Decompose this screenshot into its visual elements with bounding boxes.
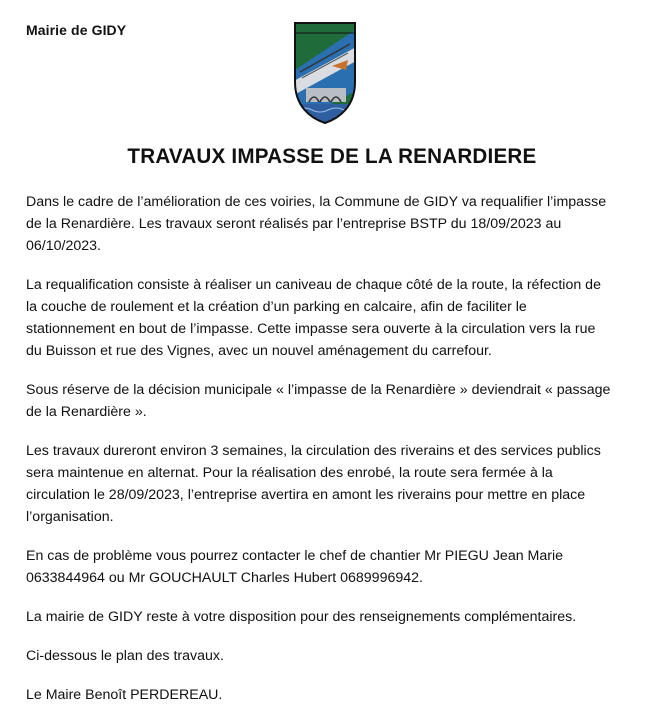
paragraph-works-dates (26, 191, 646, 257)
text-line: du Buisson et rue des Vignes, avec un nouvel aménagement du carrefour. (26, 343, 492, 359)
page-title: TRAVAUX IMPASSE DE LA RENARDIERE (127, 144, 537, 168)
plan-note (26, 645, 646, 667)
text-line: Ci-dessous le plan des travaux. (26, 648, 224, 664)
paragraph-contacts (26, 545, 646, 589)
signature (26, 684, 646, 706)
text-line: Sous réserve de la décision municipale « l’impasse de la Renardière » deviendrait « passage (26, 382, 611, 398)
text-line: circulation le 28/09/2023, l’entreprise avertira en amont les riverains pour mettre en place (26, 487, 586, 503)
text-line: de la Renardière. Les travaux seront réalisés par l’entreprise BSTP du 18/09/2023 au (26, 216, 562, 232)
text-line: Dans le cadre de l’amélioration de ces voiries, la Commune de GIDY va requalifier l’impasse (26, 194, 607, 210)
document-body (26, 191, 646, 719)
text-line: la couche de roulement et la création d’un parking en calcaire, afin de faciliter le (26, 299, 527, 315)
paragraph-renaming (26, 379, 646, 423)
organization-name: Mairie de GIDY (26, 22, 127, 38)
text-line: La requalification consiste à réaliser un caniveau de chaque côté de la route, la réfection de (26, 277, 601, 293)
text-line: de la Renardière ». (26, 404, 147, 420)
text-line: stationnement en bout de l’impasse. Cette impasse sera ouverte à la circulation vers la rue (26, 321, 596, 337)
paragraph-duration (26, 440, 646, 528)
coat-of-arms-icon (292, 20, 358, 126)
text-line: Les travaux dureront environ 3 semaines, la circulation des riverains et des services publics (26, 443, 601, 459)
text-line: En cas de problème vous pourrez contacter le chef de chantier Mr PIEGU Jean Marie (26, 548, 564, 564)
text-line: 06/10/2023. (26, 238, 101, 254)
text-line: 0633844964 ou Mr GOUCHAULT Charles Hubert 0689996942. (26, 570, 423, 586)
paragraph-availability (26, 606, 646, 628)
text-line: La mairie de GIDY reste à votre disposition pour des renseignements complémentaires. (26, 609, 577, 625)
text-line: l’organisation. (26, 509, 114, 525)
paragraph-requalification (26, 274, 646, 362)
text-line: sera maintenue en alternat. Pour la réalisation des enrobé, la route sera fermée à la (26, 465, 553, 481)
text-line: Le Maire Benoît PERDEREAU. (26, 687, 223, 703)
